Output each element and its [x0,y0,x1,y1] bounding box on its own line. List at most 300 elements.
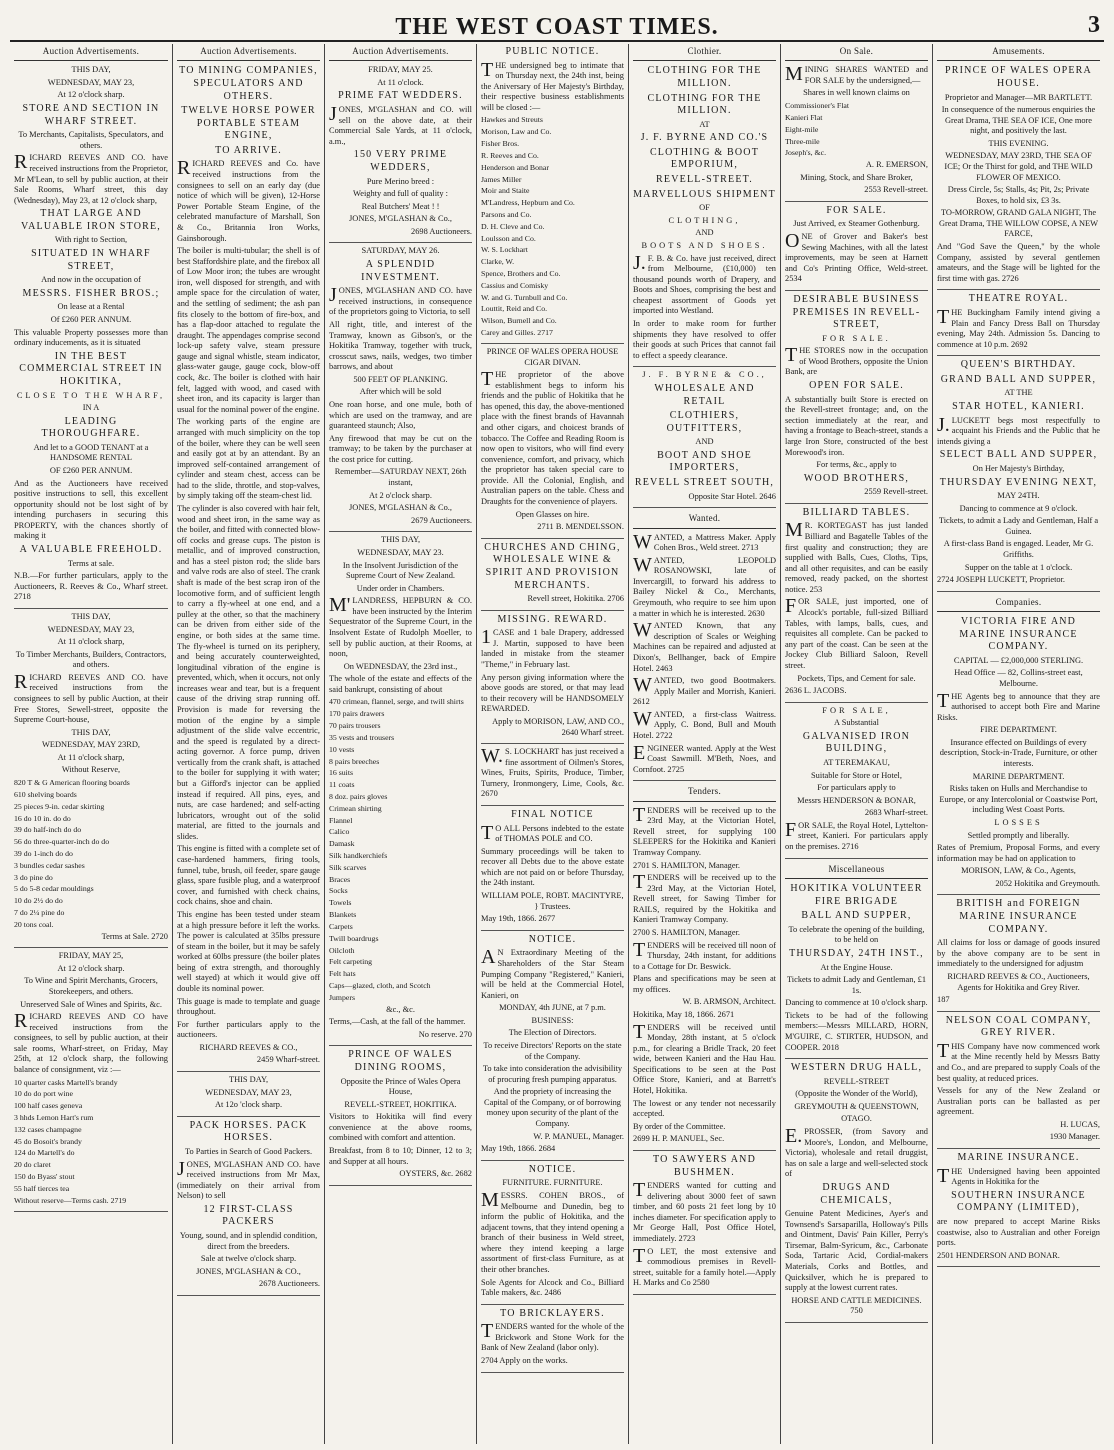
ad-text: Remember—SATURDAY NEXT, 26th instant, [334,467,467,488]
advertisement [785,65,928,202]
ad-text: MONDAY, 4th JUNE, at 7 p.m. [499,1003,606,1013]
ad-text: 3 do pine do [14,872,53,882]
ad-text: 1CASE and 1 bale Drapery, addressed J. Martin, supposed to have been landed in mistake from the steamer "Theme," in February last. [481,626,624,670]
advertisement [481,1308,624,1373]
ad-text: At 2 o'clock sharp. [369,490,432,500]
ad-text: IN A [82,403,100,413]
ad-text: May 19th, 1866. 2684 [481,1144,556,1154]
ad-text: 20 tons coal. [14,919,54,929]
ad-text: TENDERS will be received until Monday, 28th instant, at 5 o'clock p.m., for clearing a Bridle Track, 20 feet wide, between Kanieri and the Hau Hau. Specifications to be seen at the Post Office Store, Kanieri, and at Barrett's Hotel, Hokitika. [633,1020,776,1096]
ad-text: Braces [329,874,351,884]
ad-text: 39 do half-inch do do [14,825,82,835]
ad-text: At 11 o'clock. [377,77,424,87]
column-heading: Auction Advertisements. [329,44,472,61]
ad-text: Moir and Staite [481,186,530,196]
advertisement [937,359,1100,591]
ad-text: 1930 Manager. [1049,1132,1100,1142]
ad-text: TO LET, the most extensive and commodious premises in Revell-street, suitable for a family hotel.—Apply H. Marks and Co 2580 [633,1244,776,1288]
ad-text: Kanieri Flat [785,112,823,122]
advertisement [633,370,776,508]
advertisement [177,1075,320,1117]
ad-text: 2636 L. JACOBS. [785,686,847,696]
ad-text: CLOTHIERS, OUTFITTERS, [666,410,743,434]
advertisement [481,1164,624,1305]
ad-text: 2559 Revell-street. [864,487,928,497]
ad-text: 16 suits [329,768,354,778]
ad-text: On lease at a Rental [57,302,125,312]
ad-text: Loulsson and Co. [481,233,536,243]
ad-text: FINAL NOTICE [511,808,594,820]
ad-text: 2701 S. HAMILTON, Manager. [633,860,741,870]
ad-text: 10 do 2½ do do [14,896,63,906]
ad-text: JONES, M'GLASHAN & CO., [196,1266,301,1276]
ad-text: RICHARD REEVES & CO., Auctioneers, Agents for Hokitika and Grey River. [947,971,1090,992]
ad-text: REVELL-STREET [823,1076,890,1086]
ad-text: To Wine and Spirit Merchants, Grocers, Storekeepers, and others. [24,976,158,996]
ad-text: Breakfast, from 8 to 10; Dinner, 12 to 3; and Supper at all hours. [329,1145,472,1166]
ad-text: Weighty and full of quality : [353,189,448,199]
ad-text: 55 half tierces tea [14,1183,70,1193]
ad-text: In order to make room for further shipments they have resolved to offer their goods at such Prices that cannot fail to effect a speedy clearance. [633,319,776,360]
ad-text: In the Insolvent Jurisdiction of the Supreme Court of New Zealand. [342,560,459,581]
ad-text: Proprietor and Manager—MR BARTLETT. [944,92,1093,102]
advertisement [481,934,624,1161]
ad-text: Of £260 PER ANNUM. [50,315,132,324]
ad-text: Without Reserve, [61,765,121,775]
ad-text: AT [699,119,710,129]
ad-text: CLOTHING & BOOT EMPORIUM, [649,146,760,171]
ad-text: WHOLESALE AND RETAIL [654,382,755,407]
ad-text: 5 do 5-8 cedar mouldings [14,884,94,894]
advertisement [785,205,928,291]
ad-text: RICHARD REEVES AND CO. have received instructions from the Proprietor, Mr M'Lean, to sell by public auction, at their Sale Rooms, Wharf street, this day (Wednesday), May 23, at 12 o'clock sharp, [14,151,168,205]
ad-text: TENDERS will be received up to the 23rd May, at the Victorian Hotel, Revell street, for Sawing Timber for RAILS, required by the Hokitika and Kanieri Tramway Company. [633,871,776,925]
ad-text: No reserve. 270 [418,1029,472,1039]
ad-text: Sale at twelve o'clock sharp. [200,1254,297,1264]
advertisement [937,1015,1100,1149]
advertisement [329,535,472,1046]
ad-text: J. F. BYRNE AND CO.'S [640,132,769,144]
ad-text: Felt hats [329,969,356,979]
ad-text: Eight-mile [785,124,819,134]
ad-text: RICHARD REEVES AND CO have received instructions from the consignees, to sell by public auction, at their sale rooms, Wharf-street, on Friday, May 25th, at 12 o'clock sharp, the following balance of consignment, viz :— [14,1010,168,1074]
ad-text: The whole of the estate and effects of the said bankrupt, consisting of about [329,674,472,694]
ad-text: FRIDAY, MAY 25, [58,951,124,961]
ad-text: 56 do three-quarter-inch do do [14,837,110,847]
advertisement [481,809,624,931]
ad-text: FOR SALE. [826,204,887,216]
advertisement [14,612,168,948]
ad-text: To celebrate the opening of the building, to be held on [788,924,925,945]
ad-text: 2711 B. MENDELSSON. [537,522,624,532]
ad-text: Any person giving information where the above goods are stored, or that may lead to their recovery will be HANDSOMELY REWARDED. [481,672,624,714]
advertisement [481,747,624,806]
ad-text: W. and G. Turnbull and Co. [481,292,568,302]
section-heading: Wanted. [633,511,776,528]
ad-text: SELECT BALL AND SUPPER, [939,449,1098,461]
ad-text: GREYMOUTH & QUEENSTOWN, [794,1101,919,1111]
ad-text: AT THE [1004,388,1033,398]
ad-text: Real Butchers' Meat ! ! [361,201,440,211]
ad-text: Silk scarves [329,862,367,872]
ad-text: WESTERN DRUG HALL, [790,1062,923,1074]
ad-text: WANTED, a first-class Waitress. Apply, C. Bond, Bull and Mouth Hotel. 2722 [633,707,776,740]
ad-text: WEDNESDAY, MAY 23. [357,547,444,557]
advertisement [937,293,1100,356]
ad-text: Supper on the table at 1 o'clock. [964,562,1073,572]
ad-text: 2698 Auctioneers. [411,226,472,236]
ad-text: Risks taken on Hulls and Merchandise to Europe, or any Intercolonial or Coastwise Port, including West Coast Ports. [939,784,1098,815]
ad-text: TENDERS will be received up to the 23rd May, at the Victorian Hotel, Revell street, for supplying 100 SLEEPERS for the Hokitika and Kanieri Tramway Company. [633,803,776,857]
ad-text: PRINCE OF WALES DINING ROOMS, [348,1049,453,1073]
advertisement [177,1120,320,1296]
ad-text: To Parties in Search of Good Packers. [184,1146,313,1156]
ad-text: FIRE DEPARTMENT. [980,725,1057,735]
ad-text: To Merchants, Capitalists, Speculators, and others. [18,130,164,150]
ad-text: Spence, Brothers and Co. [481,269,561,279]
ad-text: LEADING THOROUGHFARE. [41,415,141,440]
ad-text: BILLIARD TABLES. [802,506,911,518]
ad-text: At 12o 'clock sharp. [214,1100,283,1110]
ad-text: 10 vests [329,744,355,754]
section-heading: Companies. [937,595,1100,612]
advertisement [14,65,168,609]
ad-text: IN THE BEST COMMERCIAL STREET IN HOKITIKA, [19,350,163,387]
ad-text: The cylinder is also covered with hair felt, wood and sheet iron, in the same way as the boiler, and fitted with connected blow-off cocks and grease cups. The piston is metallic, and of improved construction, and has a steel piston rod; the slide bars and valve rods are also of steel. The crank shaft is made of the best scrap iron of the locomotive form, and of sufficient length to carry a fly-wheel at one end, and a pulley at the other, so that the machinery can be driven from either side of the engine, or both sides at the same time. The fly-wheel is turned on its periphery, and being accurately counterweighted, longitudinal vibration of the engine is prevented, which, when it occurs, not only increases wear and tear, but is a frequent cause of the driving strap running off. Provision is made for reversing the motion of the engine by a simple adjustment of the slide valve eccentric, and the speed is regulated by a direct-acting governor. A force pump, driven vertically from the crank shaft, is attached to the boiler for supplying it with water; but a Gifford's injector can be applied instead if required. All pins, eyes, and nuts, are case hardened; and self-acting lubricators, wrought out of the solid material, are fitted to the journals and slides. [177,503,320,841]
ad-text: WEDNESDAY, MAY 23, [47,624,135,634]
advertisement [937,1152,1100,1267]
ad-text: 2724 JOSEPH LUCKETT, Proprietor. [937,575,1066,585]
ad-text: To Timber Merchants, Builders, Contractors, and others. [15,649,167,670]
masthead-rule [10,40,1104,42]
ad-text: (Opposite the Wonder of the World), [795,1089,918,1099]
advertisement [633,784,776,1151]
ad-text: Any firewood that may be cut on the tramway; to be taken by the purchaser at the cost price for cutting. [329,433,472,464]
ad-text: 16 do 10 in. do do [14,813,71,823]
ad-text: This guage is made to template and guage throughout. [177,996,320,1017]
ad-text: 11 coats [329,780,355,790]
ad-text: THAT LARGE AND VALUABLE IRON STORE, [20,208,162,232]
ad-text: NOTICE. [528,1163,577,1175]
ad-text: HORSE AND CATTLE MEDICINES. 750 [791,1295,922,1316]
ad-text: GRAND BALL AND SUPPER, [940,373,1097,385]
ad-text: THE Undersigned having been appointed Agents in Hokitika for the [937,1164,1100,1187]
ad-text: Louttit, Reid and Co. [481,304,548,314]
ad-text: All right, title, and interest of the Tramway, known as Gibson's, or the Hokitika Tramway, together with truck, crosscut saws, nails, wedges, two timber barrows, and about [329,319,472,372]
ad-text: Terms at sale. [67,558,115,568]
ad-text: AND [695,228,714,238]
ad-text: Parsons and Co. [481,209,532,219]
ad-text: At 12 o'clock sharp. [57,963,125,973]
ad-text: 25 pieces 9-in. cedar skirting [14,801,105,811]
newspaper-columns [10,44,1104,1444]
ad-text: GALVANISED IRON BUILDING, [802,730,911,755]
column-heading: Auction Advertisements. [177,44,320,61]
ad-text: W.S. LOCKHART has just received a fine assortment of Oilmen's Stores, Wines, Fruits, Spirits, Produce, Timber, Turnery, Ironmongery, Lime, Cools, &c. 2670 [481,745,624,799]
masthead [0,0,1114,40]
ad-text: For particulars apply to [817,783,896,793]
ad-text: TO MINING COMPANIES, SPECULATORS AND OTHERS. [179,65,318,102]
ad-text: 2700 S. HAMILTON, Manager. [633,927,741,937]
ad-text: BOOTS AND SHOES. [641,240,768,250]
ad-text: E.PROSSER, (from Savory and Moore's, London, and Melbourne, Victoria), wholesale and retail druggist, has on sale a large and well-selected stock of [785,1125,928,1179]
ad-text: Clarke, W. [481,257,515,267]
ad-text: N.B.—For further particulars, apply to the Auctioneers, R. Reeves & Co., Wharf street. 2718 [14,571,168,602]
ad-text: 10 do do port wine [14,1089,73,1099]
ad-text: Joseph's, &c. [785,148,827,158]
ad-text: 2699 H. P. MANUEL, Sec. [633,1134,725,1144]
ad-text: Head Office — 82, Collins-street east, Melbourne. [954,668,1083,688]
ad-text: MESSRS. FISHER BROS.; [22,287,160,299]
ad-text: ENGINEER wanted. Apply at the West Coast Sawmill. M'Beth, Noes, and Cornfoot. 2725 [633,741,776,774]
ad-text: MARVELLOUS SHIPMENT [633,188,776,200]
ad-text: A Substantial [834,718,879,728]
ad-text: Terms at Sale. 2720 [101,931,168,941]
ad-text: 12 FIRST-CLASS PACKERS [203,1203,294,1228]
ad-text: All claims for loss or damage of goods insured by the above company are to be sent in immediately to the undersigned for adjustm [937,938,1100,969]
ad-text: TO ALL Persons indebted to the estate of THOMAS POLE and CO. [481,821,624,844]
ad-text: NOTICE. [528,933,577,945]
ad-text: PUBLIC NOTICE. [505,46,600,57]
ad-text: At 12 o'clock sharp. [57,90,125,100]
ad-text: Open Glasses on hire. [515,509,590,519]
ad-text: BOOT AND SHOE IMPORTERS, [657,449,752,474]
ad-text: 187 [937,995,950,1005]
ad-text: J.F. B. & Co. have just received, direct from Melbourne, (£10,000) ten thousand pounds worth of Drapery, and Boots and Shoes, comprising the best and cheapest assortment of Goods yet imported into Westland. [633,251,776,316]
advertisement [14,951,168,1211]
ad-text: 39 do 1-inch do do [14,848,73,858]
ad-text: MORISON, LAW, & Co., Agents, [961,866,1076,876]
ad-text: RICHARD REEVES and Co. have received instructions from the consignees to sell on an early day (due notice of which will be given), 12-Horse Power Portable Steam Engine, of the celebrated manufacture of Marshall, Son & Co., Britannia Iron Works, Gainsborough. [177,157,320,243]
ad-text: 3 bundles cedar sashes [14,860,85,870]
ad-text: Pockets, Tips, and Cement for sale. [797,673,916,683]
ad-text: And the propriety of increasing the Capital of the Company, or of borrowing money upon security of the plant of the Company. [484,1087,621,1129]
advertisement [481,46,624,344]
advertisement [177,65,320,1072]
ad-text: Damask [329,839,355,849]
ad-text: MARINE DEPARTMENT. [972,771,1065,781]
ad-text: 2678 Auctioneers. [259,1279,320,1289]
ad-text: 8 doz. pairs gloves [329,791,388,801]
ad-text: After which will be sold [359,387,442,397]
ad-text: For terms, &c., apply to [816,460,897,470]
ad-text: CLOTHING FOR THE MILLION. [647,92,762,117]
ad-text: James Miller [481,174,522,184]
ad-text: THEATRE ROYAL. [968,293,1069,305]
ad-text: 2553 Revell-street. [864,185,928,195]
ad-text: OTAGO. [841,1114,872,1124]
ad-text: TO ARRIVE. [215,144,282,156]
column-heading: Clothier. [633,44,776,61]
ad-text: STAR HOTEL, KANIERI. [952,401,1085,413]
ad-text: For further particulars apply to the auctioneers. [177,1019,320,1040]
column-5 [628,44,780,1444]
ad-text: Twill boardrugs [329,933,379,943]
ad-text: MARINE INSURANCE. [957,1152,1080,1164]
column-heading: Amusements. [937,44,1100,61]
ad-text: REVELL-STREET, HOKITIKA. [344,1099,457,1109]
ad-text: FOR SALE, [822,705,891,715]
ad-text: Under order in Chambers. [356,583,445,593]
ad-text: FURNITURE. FURNITURE. [502,1178,603,1188]
ad-text: 100 half cases geneva [14,1101,83,1111]
ad-text: PRIME FAT WEDDERS. [338,90,463,102]
ad-text: WANTED, a Mattress Maker. Apply Cohen Bros., Weld street. 2713 [633,530,776,553]
ad-text: CHURCHES AND CHING, WHOLESALE WINE & SPIRIT AND PROVISION MERCHANTS. [484,541,621,591]
ad-text: Silk handkerchiefs [329,851,388,861]
column-4 [476,44,628,1444]
ad-text: Calico [329,827,350,837]
ad-text: BUSINESS: [531,1015,574,1025]
ad-text: A VALUABLE FREEHOLD. [19,544,163,556]
ad-text: SITUATED IN WHARF STREET, [31,248,151,272]
ad-text: 170 pairs drawers [329,709,385,719]
ad-text: THE Buckingham Family intend giving a Plain and Fancy Dress Ball on Thursday evening, May 24th. Admission 5s. Dancing to commence at 10 p.m. 2692 [937,305,1100,349]
ad-text: OPEN FOR SALE. [809,380,904,392]
ad-text: On WEDNESDAY, the 23rd inst., [343,661,458,671]
newspaper-title: THE WEST COAST TIMES. [395,14,719,40]
ad-text: Tickets to be had of the following members:—Messrs MILLARD, HORN, M'GUIRE, C. STIRTER, HUDSON, and COOPER. 2018 [785,1010,928,1052]
column-heading: On Sale. [785,44,928,61]
ad-text: The lowest or any tender not necessarily accepted. [633,1098,776,1119]
ad-text: And as the Auctioneers have received positive instructions to sell, this excellent opportunity should not be lost sight of by intending purchasers in securing this PROPERTY, with the chances shortly of making it [14,478,168,541]
ad-text: AN Extraordinary Meeting of the Shareholders of the Star Steam Pumping Company "Registered," Kanieri, will be held at the Commercial Hotel, Kanieri, on [481,946,624,1000]
ad-text: DESIRABLE BUSINESS PREMISES IN REVELL-STREET, [792,293,921,331]
ad-text: Commissioner's Flat [785,101,850,111]
ad-text: THURSDAY, 24TH INST., [789,947,924,959]
ad-text: WILLIAM POLE, ROBT. MACINTYRE, } Trustees. [481,891,624,911]
advertisement [937,595,1100,896]
ad-text: JONES, M'GLASHAN & Co., [349,214,452,224]
ad-text: 70 pairs trousers [329,721,381,731]
ad-text: Carpets [329,921,353,931]
column-1 [10,44,172,1444]
advertisement [785,507,928,703]
ad-text: Visitors to Hokitika will find every convenience at the above rooms, combined with comfort and attention. [329,1112,472,1143]
ad-text: W. B. ARMSON, Architect. [682,997,776,1007]
ad-text: MINING SHARES WANTED and FOR SALE by the undersigned,— [785,63,928,86]
ad-text: Oilcloth [329,945,355,955]
ad-text: LOSSES [994,817,1043,827]
ad-text: Tickets, to admit a Lady and Gentleman, Half a Guinea. [938,516,1099,536]
ad-text: 8 pairs breeches [329,756,380,766]
ad-text: By order of the Committee. [633,1121,726,1131]
ad-text: Dress Circle, 5s; Stalls, 4s; Pit, 2s; Private Boxes, to hold six, £3 3s. [947,185,1090,205]
section-heading: Miscellaneous [785,862,928,879]
advertisement [329,65,472,243]
ad-text: The Election of Directors. [508,1028,597,1038]
ad-text: And "God Save the Queen," by the whole Company, assisted by several gentlemen amateurs, and the Stage will be lighted for the first time with gas. 2726 [937,242,1100,283]
ad-text: REVELL-STREET. [656,174,753,186]
ad-text: THURSDAY EVENING NEXT, [939,476,1098,488]
ad-text: To take into consideration the advisibility of procuring fresh pumping apparatus. [482,1064,623,1084]
ad-text: With right to Section, [54,235,128,245]
ad-text: THE undersigned beg to intimate that on Thursday next, the 24th inst, being the Aniversary of Her Majesty's Birthday, their respective business establishments will be closed :— [481,58,624,112]
section-heading: Tenders. [633,784,776,801]
ad-text: DRUGS AND CHEMICALS, [820,1181,893,1206]
advertisement [329,1049,472,1185]
ad-text: 2052 Hokitika and Greymouth. [995,878,1100,888]
advertisement [937,65,1100,290]
ad-text: 7 do 2¼ pine do [14,908,65,917]
ad-text: H. LUCAS, [1060,1119,1100,1129]
ad-text: BALL AND SUPPER, [801,910,912,922]
ad-text: 132 cases champagne [14,1124,82,1134]
ad-text: 10 quarter casks Martell's brandy [14,1077,118,1087]
ad-text: Settled promptly and liberally. [967,830,1070,840]
ad-text: Three-mile [785,136,820,146]
ad-text: Flannel [329,815,353,825]
ad-text: 3 hhds Lemon Hart's rum [14,1113,94,1122]
ad-text: Young, sound, and in splendid condition, direct from the breeders. [179,1231,318,1251]
ad-text: PACK HORSES. PACK HORSES. [189,1119,308,1144]
ad-text: SOUTHERN INSURANCE COMPANY (LIMITED), [951,1189,1086,1214]
ad-text: At the Engine House. [820,962,893,972]
ad-text: Wilson, Burnell and Co. [481,316,557,326]
ad-text: VICTORIA FIRE AND MARINE INSURANCE COMPANY. [959,616,1078,653]
ad-text: FOR SALE. [822,333,891,343]
ad-text: CAPITAL — £2,000,000 STERLING. [953,655,1084,665]
ad-text: Caps—glazed, cloth, and Scotch [329,980,431,990]
ad-text: SATURDAY, MAY 26. [361,246,440,256]
ad-text: Messrs HENDERSON & BONAR, [797,795,916,805]
ad-text: THIS DAY, [228,1075,269,1085]
page-number: 3 [1088,12,1100,38]
ad-text: Terms,—Cash, at the fall of the hammer. [329,1017,466,1027]
ad-text: WEDNESDAY, MAY 23, [205,1087,292,1097]
advertisement [481,347,624,539]
ad-text: FOR SALE, the Royal Hotel, Lyttelton-street, Kanieri. For particulars apply on the premises. 2716 [785,818,928,852]
ad-text: 150 VERY PRIME WEDDERS, [353,149,448,173]
ad-text: THIS DAY, [71,65,111,75]
ad-text: At 11 o'clock sharp, [57,752,125,762]
ad-text: Hokitika, May 18, 1866. 2671 [633,1010,735,1020]
ad-text: JONES, M'GLASHAN & Co., [349,503,452,513]
ad-text: THE proprietor of the above establishment begs to inform his friends and the public of Hokitika that he has opened, this day, the above-mentioned place with the finest brands of Havannah and other cigars, and choicest brands of tobacco. The Coffee and Reading Room is now open to visitors, who will find every convenience, comfort, and privacy, which the proprietor has taken special care to provide. All the Colonial, English, and Australian papers on the table. Chess and Draughts for the convenience of players. [481,368,624,507]
ad-text: Felt carpeting [329,957,373,967]
ad-text: This engine is fitted with a complete set of case-hardened hammers, firing tools, funnel, tube, brush, oil feeder, spare gauge glass, spare fusible plug, and a waterproof cover, and furnished with check chains, cock chains, shoe and chain. [177,844,320,907]
ad-text: JONES, M'GLASHAN AND CO. have received instructions from Mr Max, (immediately on their arrival from Nelson) to sell [177,1157,320,1201]
ad-text: REVELL STREET SOUTH, [634,477,775,489]
ad-text: Just Arrived, ex Steamer Gothenburg. [793,219,920,229]
ad-text: TO-MORROW, GRAND GALA NIGHT, The Great Drama, THE WILLOW COPSE, A NEW FARCE, [938,208,1099,239]
ad-text: 820 T & G American flooring boards [14,778,130,788]
ad-text: Jumpers [329,992,355,1002]
advertisement [329,246,472,532]
ad-text: AND [695,437,714,447]
ad-text: FOR SALE, just imported, one of Alcock's portable, full-sized Billiard Tables, with lamps, balls, cues, and requisites all complete. Can be packed to any part of the coast. Can be seen at the Jockey Club Billiard Saloon, Revell street. [785,595,928,670]
ad-text: 2679 Auctioneers. [411,515,472,525]
ad-text: Crimean shirting [329,803,382,813]
ad-text: Opposite Star Hotel. 2646 [688,491,776,501]
ad-text: D. H. Cleve and Co. [481,221,545,231]
ad-text: Suitable for Store or Hotel, [811,770,902,780]
ad-text: WEDNESDAY, MAY 23RD, THE SEA OF ICE; Or the Thirst for gold, and THE WILD FLOWER OF MEXICO. [944,151,1093,182]
ad-text: Unreserved Sale of Wines and Spirits, &c. [20,999,162,1009]
ad-text: On Her Majesty's Birthday, [972,463,1065,473]
ad-text: &c., &c. [386,1004,415,1014]
ad-text: Fisher Bros. [481,139,520,149]
ad-text: Socks [329,886,348,896]
ad-text: HOKITIKA VOLUNTEER FIRE BRIGADE [790,882,923,907]
ad-text: Tickets to admit Lady and Gentleman, £1 1s. [786,975,927,995]
ad-text: This valuable Property possesses more than ordinary inducements, as it is situated [14,327,168,348]
ad-text: Mining, Stock, and Share Broker, [800,172,913,182]
ad-text: Insurance effected on Buildings of every description, Stock-in-Trade, Furniture, or other interests. [939,737,1098,769]
ad-text: Apply to MORISON, LAW, AND CO., 2640 Wharf street. [492,716,624,737]
advertisement [481,614,624,744]
advertisement [633,511,776,781]
